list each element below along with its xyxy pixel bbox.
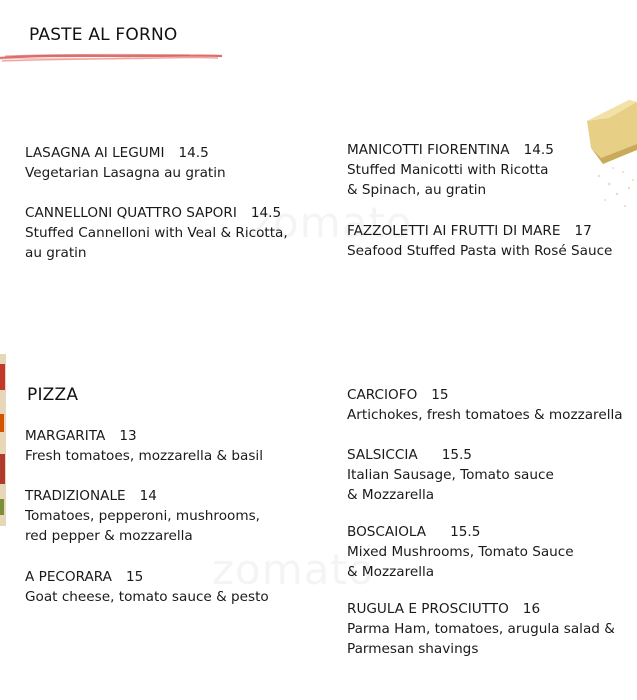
item-price: 17 — [574, 223, 592, 239]
item-description: Parmesan shavings — [347, 641, 479, 657]
menu-item-tradizionale — [25, 486, 260, 546]
item-description: Goat cheese, tomato sauce & pesto — [25, 589, 269, 605]
item-description: Stuffed Manicotti with Ricotta — [347, 162, 549, 178]
item-price: 14.5 — [178, 145, 209, 161]
item-name: BOSCAIOLA — [347, 524, 427, 540]
item-name: CARCIOFO — [347, 387, 418, 403]
menu-item-carciofo — [347, 385, 623, 425]
item-description: Seafood Stuffed Pasta with Rosé Sauce — [347, 243, 613, 259]
item-name: SALSICCIA — [347, 447, 418, 463]
item-price: 15 — [126, 569, 144, 585]
item-price: 14.5 — [250, 205, 282, 221]
section-title-pizza: PIZZA — [27, 385, 79, 405]
item-description: Artichokes, fresh tomatoes & mozzarella — [347, 407, 623, 423]
section-title-paste: PASTE AL FORNO — [29, 25, 178, 45]
item-price: 15 — [431, 387, 449, 403]
item-price: 13 — [119, 428, 137, 444]
brush-stroke-underline — [0, 50, 225, 66]
item-description: & Mozzarella — [347, 564, 435, 580]
pizza-image-edge — [0, 354, 6, 526]
menu-item-cannelloni — [25, 203, 288, 263]
item-name: RUGULA E PROSCIUTTO — [347, 601, 509, 617]
menu-item-boscaiola — [347, 522, 574, 582]
item-price: 14 — [139, 488, 157, 504]
item-price: 14.5 — [523, 142, 554, 158]
menu-item-salsiccia — [347, 445, 554, 505]
item-description: Parma Ham, tomatoes, arugula salad & — [347, 621, 615, 637]
item-name: FAZZOLETTI AI FRUTTI DI MARE — [347, 223, 561, 239]
item-name: TRADIZIONALE — [25, 488, 126, 504]
item-description: & Spinach, au gratin — [347, 182, 487, 198]
item-name: MARGARITA — [25, 428, 106, 444]
item-price: 16 — [522, 601, 541, 617]
item-description: au gratin — [25, 245, 87, 261]
item-description: Stuffed Cannelloni with Veal & Ricotta, — [25, 225, 288, 241]
item-description: Italian Sausage, Tomato sauce — [347, 467, 554, 483]
item-name: LASAGNA AI LEGUMI — [25, 145, 165, 161]
parmesan-cheese-image — [579, 96, 637, 226]
watermark — [212, 545, 375, 594]
item-name: MANICOTTI FIORENTINA — [347, 142, 510, 158]
item-name: CANNELLONI QUATTRO SAPORI — [25, 205, 237, 221]
item-description: Tomatoes, pepperoni, mushrooms, — [25, 508, 260, 524]
item-description: & Mozzarella — [347, 487, 435, 503]
item-description: Mixed Mushrooms, Tomato Sauce — [347, 544, 574, 560]
item-description: Vegetarian Lasagna au gratin — [25, 165, 226, 181]
menu-item-manicotti — [347, 140, 554, 200]
item-price: 15.5 — [450, 524, 481, 540]
menu-item-lasagna — [25, 143, 226, 183]
menu-item-rugula-prosciutto — [347, 599, 615, 659]
watermark — [250, 198, 413, 247]
item-description: red pepper & mozzarella — [25, 528, 193, 544]
item-name: A PECORARA — [25, 569, 112, 585]
item-price: 15.5 — [441, 447, 472, 463]
menu-item-margarita — [25, 426, 263, 466]
item-description: Fresh tomatoes, mozzarella & basil — [25, 448, 263, 464]
